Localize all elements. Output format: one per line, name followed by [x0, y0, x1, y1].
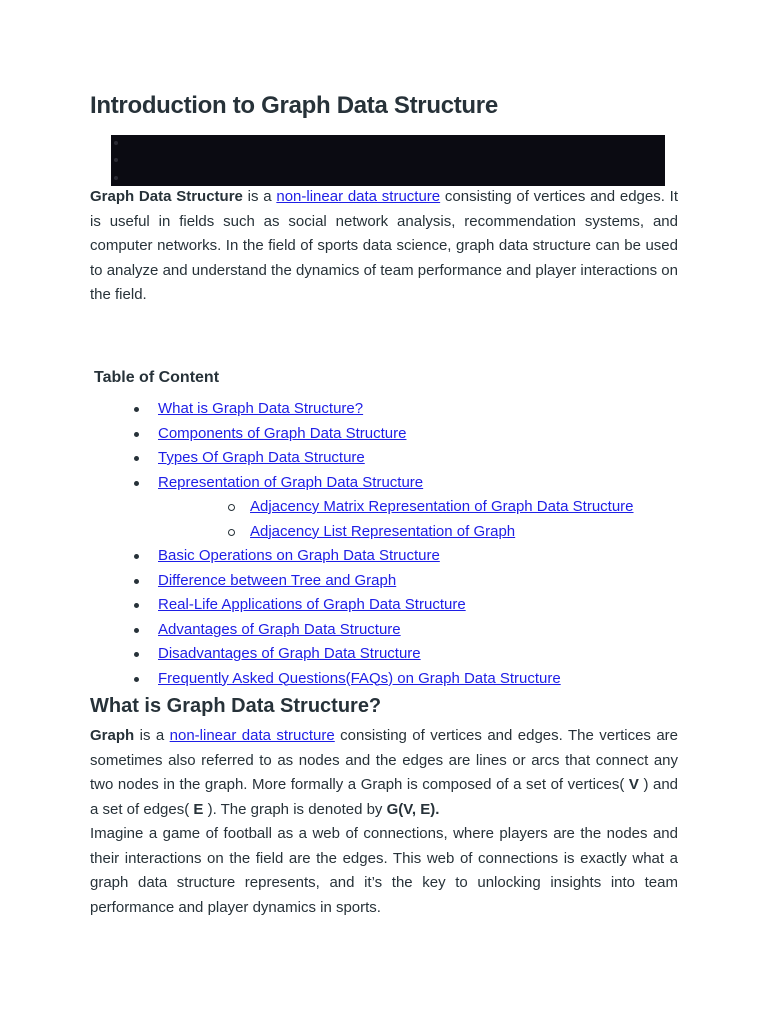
toc-item	[90, 471, 690, 496]
bullet-icon	[134, 677, 139, 682]
text: consisting of vertices and edges. The vertices are sometimes also referred to as nodes and the edges are lines or arcs that connect any two nodes in the graph. More formally a Graph is composed of a set of vertices(	[90, 727, 679, 793]
page-title: Introduction to Graph Data Structure	[90, 92, 498, 119]
toc-item	[90, 422, 690, 447]
toc-link[interactable]: Basic Operations on Graph Data Structure	[158, 547, 440, 564]
section-body	[90, 724, 678, 920]
bullet-dot	[114, 158, 118, 162]
graph-bold: Graph	[90, 727, 135, 744]
toc-link[interactable]: Disadvantages of Graph Data Structure	[158, 645, 421, 662]
intro-text-2: consisting of vertices and edges. It is useful in fields such as social network analysis, recommendation systems, and computer networks. In the field of sports data science, graph data structure can be used to analyze and understand the dynamics of team performance and player interactions on the field.	[90, 188, 678, 303]
bullet-icon	[134, 432, 139, 437]
bullet-icon	[134, 628, 139, 633]
bullet-icon	[134, 554, 139, 559]
vertices-symbol: V	[628, 776, 639, 793]
text: ) and a set of edges(	[90, 776, 679, 818]
redacted-bar	[111, 135, 665, 186]
bullet-icon	[134, 481, 139, 486]
bullet-icon	[134, 579, 139, 584]
toc-title: Table of Content	[94, 369, 220, 386]
section-paragraph-2: Imagine a game of football as a web of connections, where players are the nodes and their interactions on the field are the edges. This web of connections is exactly what a graph data structure represents, and it’s the key to unlocking insights into team performance and player dynamics in sports.	[90, 825, 678, 916]
toc-item	[90, 593, 690, 618]
toc-link[interactable]: Representation of Graph Data Structure	[158, 473, 424, 491]
toc-link[interactable]: Real-Life Applications of Graph Data Structure	[158, 596, 466, 613]
toc-item	[90, 544, 690, 569]
text: ). The graph is denoted by	[203, 800, 387, 818]
toc-item	[90, 446, 690, 471]
bullet-dot	[114, 176, 118, 180]
graph-notation: G(V, E).	[386, 800, 440, 818]
section-paragraph-1	[90, 724, 678, 822]
intro-paragraph	[90, 185, 678, 308]
toc-link[interactable]: Adjacency List Representation of Graph	[250, 522, 516, 540]
intro-text-1: is a	[242, 188, 277, 205]
toc-item	[90, 495, 690, 520]
bullet-dot	[114, 141, 118, 145]
table-of-contents	[90, 397, 690, 691]
toc-item	[90, 569, 690, 594]
toc-link[interactable]: Difference between Tree and Graph	[158, 571, 397, 589]
edges-symbol: E	[193, 800, 204, 818]
circle-bullet-icon	[228, 504, 235, 511]
toc-link[interactable]: Advantages of Graph Data Structure	[158, 620, 401, 638]
bullet-icon	[134, 603, 139, 608]
toc-item	[90, 618, 690, 643]
toc-link[interactable]: Components of Graph Data Structure	[158, 424, 407, 442]
bullet-icon	[134, 407, 139, 412]
bullet-icon	[134, 652, 139, 657]
text: is a	[134, 727, 170, 744]
toc-link[interactable]: What is Graph Data Structure?	[158, 400, 364, 417]
bullet-icon	[134, 456, 139, 461]
toc-item	[90, 520, 690, 545]
toc-link[interactable]: Types Of Graph Data Structure	[158, 449, 365, 466]
toc-item	[90, 667, 690, 692]
toc-link[interactable]: Adjacency Matrix Representation of Graph Data Structure	[250, 498, 634, 515]
intro-bold: Graph Data Structure	[90, 188, 243, 205]
section-heading: What is Graph Data Structure?	[90, 695, 382, 717]
toc-item	[90, 642, 690, 667]
toc-link[interactable]: Frequently Asked Questions(FAQs) on Graph Data Structure	[158, 669, 561, 687]
toc-item	[90, 397, 690, 422]
intro-link-non-linear[interactable]: non-linear data structure	[276, 188, 441, 205]
section-link-non-linear[interactable]: non-linear data structure	[169, 727, 335, 744]
circle-bullet-icon	[228, 529, 235, 536]
